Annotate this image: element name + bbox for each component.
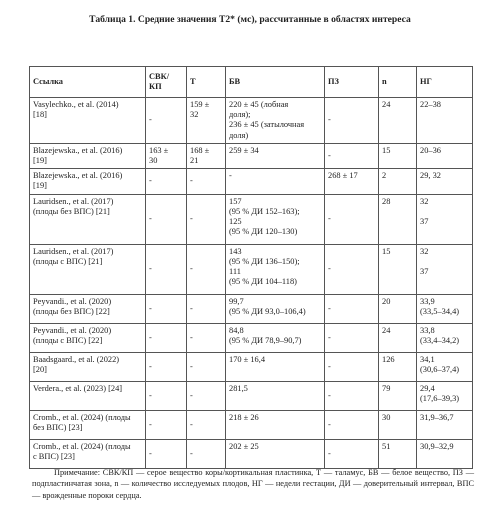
n-cell: 28	[379, 194, 417, 244]
thalamus-cell: -	[187, 294, 226, 323]
white-matter-cell: 84,8 (95 % ДИ 78,9–90,7)	[226, 323, 325, 352]
white-matter-cell: 170 ± 16,4	[226, 352, 325, 381]
gestation-cell: 31,9–36,7	[417, 410, 473, 439]
gestation-cell: 20–36	[417, 143, 473, 168]
subplate-cell: -	[325, 98, 379, 144]
reference-cell: Baadsgaard., et al. (2022) [20]	[30, 352, 146, 381]
gestation-cell: 32 37	[417, 244, 473, 294]
gestation-cell: 32 37	[417, 194, 473, 244]
white-matter-cell: 218 ± 26	[226, 410, 325, 439]
svk-cell: -	[146, 294, 187, 323]
subplate-cell: -	[325, 244, 379, 294]
table-row	[30, 439, 473, 468]
n-cell: 15	[379, 143, 417, 168]
column-header: ПЗ	[325, 67, 379, 98]
thalamus-cell: -	[187, 244, 226, 294]
column-header: Т	[187, 67, 226, 98]
gestation-cell: 33,8 (33,4–34,2)	[417, 323, 473, 352]
subplate-cell: -	[325, 381, 379, 410]
table-row	[30, 323, 473, 352]
reference-cell: Peyvandi., et al. (2020) (плоды без ВПС) [22]	[30, 294, 146, 323]
svk-cell: -	[146, 410, 187, 439]
n-cell: 24	[379, 98, 417, 144]
column-header: Ссылка	[30, 67, 146, 98]
column-header: НГ	[417, 67, 473, 98]
subplate-cell: -	[325, 143, 379, 168]
reference-cell: Peyvandi., et al. (2020) (плоды с ВПС) [22]	[30, 323, 146, 352]
svk-cell: -	[146, 194, 187, 244]
white-matter-cell: 157 (95 % ДИ 152–163); 125 (95 % ДИ 120–130)	[226, 194, 325, 244]
table-row	[30, 169, 473, 194]
reference-cell: Cromb., et al. (2024) (плоды без ВПС) [23]	[30, 410, 146, 439]
white-matter-cell: 220 ± 45 (лобная доля); 236 ± 45 (затылочная доля)	[226, 98, 325, 144]
thalamus-cell: -	[187, 169, 226, 194]
thalamus-cell: -	[187, 439, 226, 468]
svk-cell: -	[146, 169, 187, 194]
table-row	[30, 98, 473, 144]
thalamus-cell: -	[187, 352, 226, 381]
reference-cell: Blazejewska., et al. (2016) [19]	[30, 143, 146, 168]
white-matter-cell: 202 ± 25	[226, 439, 325, 468]
table-row	[30, 352, 473, 381]
svk-cell: -	[146, 439, 187, 468]
subplate-cell: -	[325, 323, 379, 352]
table-row	[30, 244, 473, 294]
table-title: Таблица 1. Средние значения T2* (мс), рассчитанные в областях интереса	[89, 14, 411, 25]
column-header: БВ	[226, 67, 325, 98]
gestation-cell: 34,1 (30,6–37,4)	[417, 352, 473, 381]
results-table	[29, 66, 473, 469]
n-cell: 30	[379, 410, 417, 439]
reference-cell: Cromb., et al. (2024) (плоды с ВПС) [23]	[30, 439, 146, 468]
svk-cell: -	[146, 323, 187, 352]
table-note: Примечание: СВК/КП — серое вещество коры/кортикальная пластинка, Т — таламус, БВ — белое вещество, ПЗ — подпластинчатая зона, n — количество исследуемых плодов, НГ — недели гестации, ДИ — доверительный интервал, ВПС — врожденные пороки сердца.	[32, 468, 474, 500]
white-matter-cell: 281,5	[226, 381, 325, 410]
gestation-cell: 29, 32	[417, 169, 473, 194]
svk-cell: 163 ± 30	[146, 143, 187, 168]
reference-cell: Lauridsen., et al. (2017) (плоды без ВПС) [21]	[30, 194, 146, 244]
n-cell: 51	[379, 439, 417, 468]
reference-cell: Verdera., et al. (2023) [24]	[30, 381, 146, 410]
column-header: СВК/ КП	[146, 67, 187, 98]
subplate-cell: -	[325, 439, 379, 468]
table-row	[30, 194, 473, 244]
svk-cell: -	[146, 244, 187, 294]
subplate-cell: -	[325, 294, 379, 323]
thalamus-cell: 168 ± 21	[187, 143, 226, 168]
table-row	[30, 381, 473, 410]
svk-cell: -	[146, 98, 187, 144]
table-header-row	[30, 67, 473, 98]
thalamus-cell: -	[187, 410, 226, 439]
subplate-cell: 268 ± 17	[325, 169, 379, 194]
subplate-cell: -	[325, 194, 379, 244]
subplate-cell: -	[325, 410, 379, 439]
table-row	[30, 410, 473, 439]
white-matter-cell: -	[226, 169, 325, 194]
reference-cell: Vasylechko., et al. (2014) [18]	[30, 98, 146, 144]
white-matter-cell: 143 (95 % ДИ 136–150); 111 (95 % ДИ 104–118)	[226, 244, 325, 294]
column-header: n	[379, 67, 417, 98]
thalamus-cell: -	[187, 194, 226, 244]
subplate-cell: -	[325, 352, 379, 381]
thalamus-cell: 159 ± 32	[187, 98, 226, 144]
gestation-cell: 33,9 (33,5–34,4)	[417, 294, 473, 323]
gestation-cell: 22–38	[417, 98, 473, 144]
n-cell: 15	[379, 244, 417, 294]
svk-cell: -	[146, 381, 187, 410]
thalamus-cell: -	[187, 323, 226, 352]
table-row	[30, 143, 473, 168]
n-cell: 20	[379, 294, 417, 323]
gestation-cell: 29,4 (17,6–39,3)	[417, 381, 473, 410]
white-matter-cell: 99,7 (95 % ДИ 93,0–106,4)	[226, 294, 325, 323]
svk-cell: -	[146, 352, 187, 381]
reference-cell: Lauridsen., et al. (2017) (плоды с ВПС) [21]	[30, 244, 146, 294]
gestation-cell: 30,9–32,9	[417, 439, 473, 468]
table-row	[30, 294, 473, 323]
thalamus-cell: -	[187, 381, 226, 410]
white-matter-cell: 259 ± 34	[226, 143, 325, 168]
reference-cell: Blazejewska., et al. (2016) [19]	[30, 169, 146, 194]
n-cell: 126	[379, 352, 417, 381]
n-cell: 2	[379, 169, 417, 194]
n-cell: 79	[379, 381, 417, 410]
n-cell: 24	[379, 323, 417, 352]
